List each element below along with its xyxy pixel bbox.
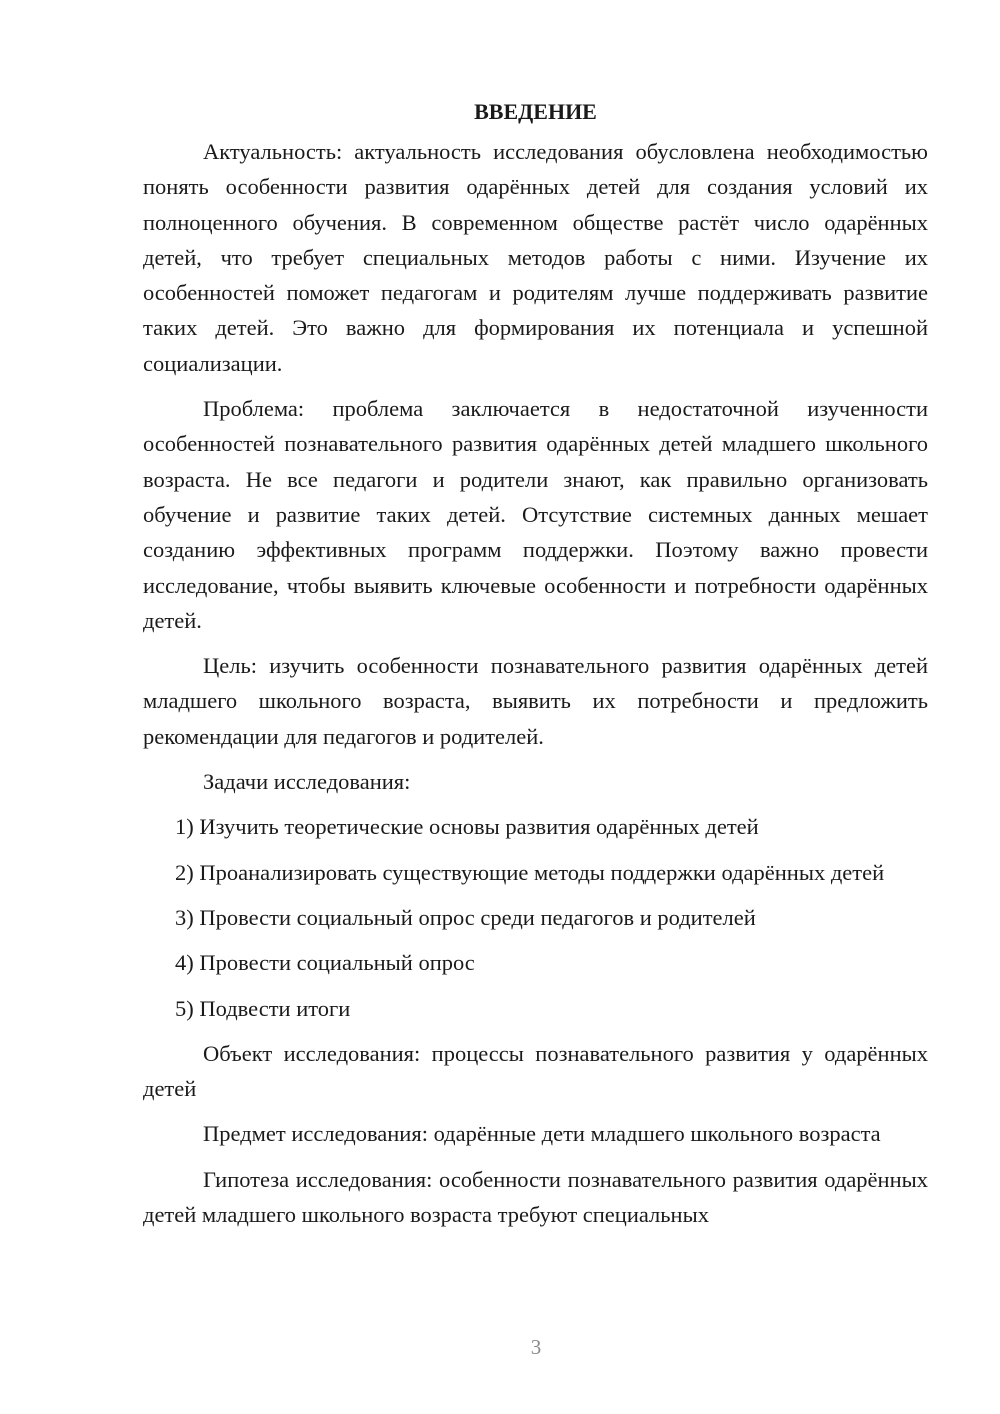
paragraph-goal: Цель: изучить особенности познавательного развития одарённых детей младшего школьного возраста, выявить их потребности и предложить рекомендации для педагогов и родителей. [143,653,928,749]
task-item-2: 2) Проанализировать существующие методы поддержки одарённых детей [175,859,885,885]
task-item-1: 1) Изучить теоретические основы развития одарённых детей [175,814,759,840]
paragraph-subject: Предмет исследования: одарённые дети младшего школьного возраста [203,1121,881,1147]
page-content [143,94,928,1242]
section-title: ВВЕДЕНИЕ [474,99,597,124]
tasks-heading: Задачи исследования: [203,769,411,795]
page-number: 3 [530,1335,542,1359]
task-item-4: 4) Провести социальный опрос [175,950,475,976]
paragraph-problem: Проблема: проблема заключается в недостаточной изученности особенностей познавательного развития одарённых детей младшего школьного возраста. Не все педагоги и родители знают, как правильно организовать обучение и развитие таких детей. Отсутствие системных данных мешает созданию эффективных программ поддержки. Поэтому важно провести исследование, чтобы выявить ключевые особенности и потребности одарённых детей. [143,396,928,633]
paragraph-hypothesis: Гипотеза исследования: особенности познавательного развития одарённых детей младшего школьного возраста требуют специальных [143,1166,928,1228]
paragraph-relevance: Актуальность: актуальность исследования обусловлена необходимостью понять особенности развития одарённых детей для создания условий их полноценного обучения. В современном обществе растёт число одарённых детей, что требует специальных методов работы с ними. Изучение их особенностей поможет педагогам и родителям лучше поддерживать развитие таких детей. Это важно для формирования их потенциала и успешной социализации. [143,139,928,376]
paragraph-object: Объект исследования: процессы познавательного развития у одарённых детей [143,1040,928,1102]
task-item-3: 3) Провести социальный опрос среди педагогов и родителей [175,904,756,930]
task-item-5: 5) Подвести итоги [175,995,351,1021]
